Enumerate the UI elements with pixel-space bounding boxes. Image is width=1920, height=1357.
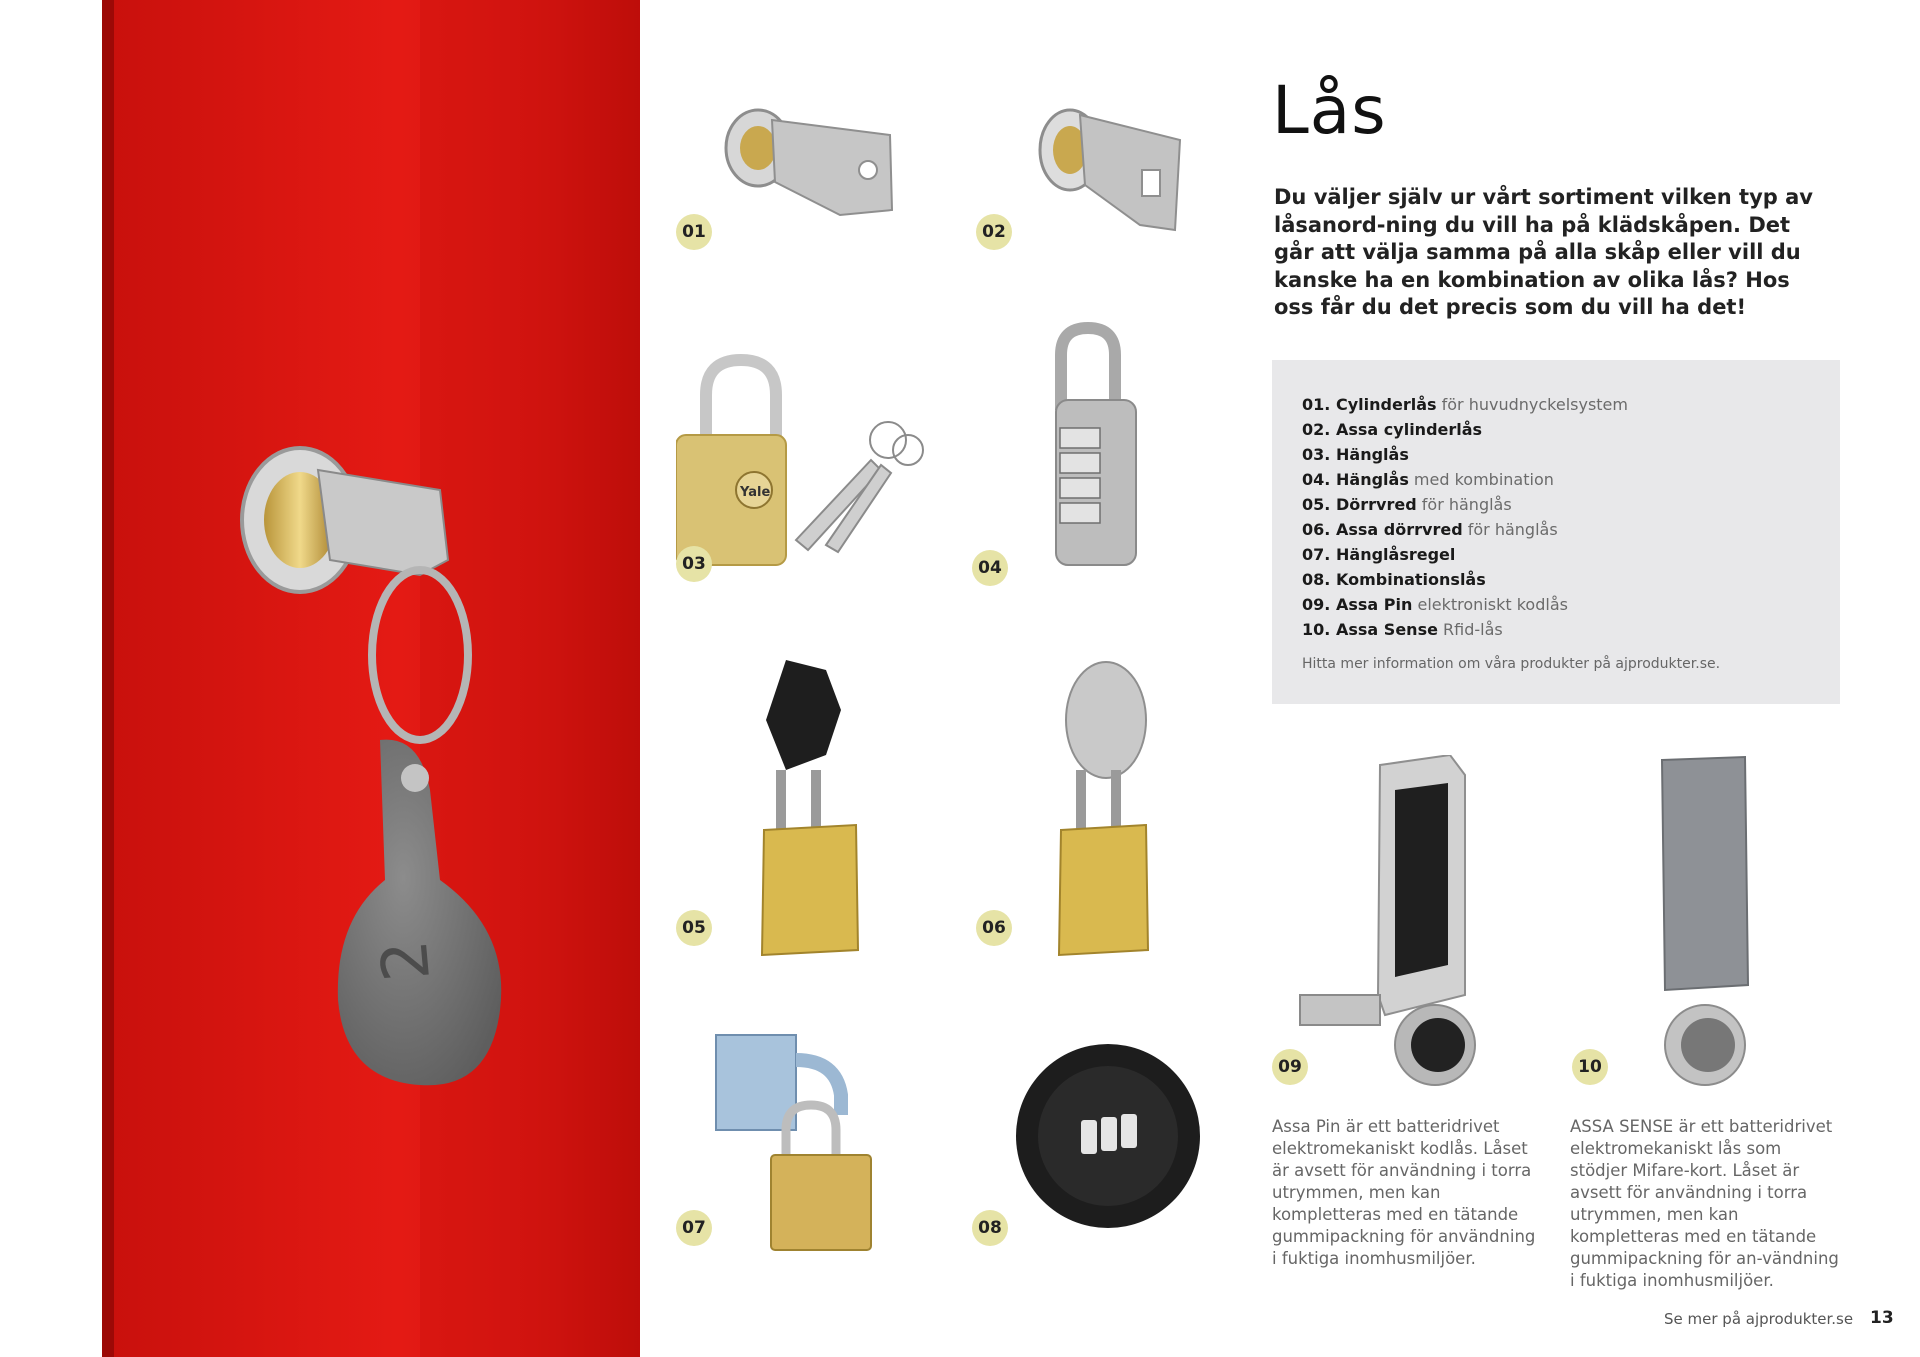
page-number: 13 [1870,1308,1894,1328]
door-handle-padlock-image [676,660,916,960]
product-list [1302,392,1628,642]
more-info-text: Hitta mer information om våra produkter på ajprodukter.se. [1302,656,1721,672]
intro-paragraph: Du väljer själv ur vårt sortiment vilken typ av låsanord-ning du vill ha på klädskåpen. Det går att välja samma på alla skåp eller vill du kanske ha en kombination av olika lås? Hos oss får du det precis som du vill ha det! [1274,185,1813,319]
list-item: 05. Dörrvred för hänglås [1302,495,1512,514]
combination-padlock-image [976,320,1196,590]
page-title: Lås [1272,72,1387,149]
product-list-box [1272,360,1840,704]
svg-text:Yale: Yale [740,485,771,500]
combination-lock-dial-image [976,1030,1216,1260]
footer-link[interactable]: Se mer på ajprodukter.se [1664,1310,1854,1328]
assa-door-handle-padlock-image [976,660,1216,960]
product-06 [976,660,1216,960]
badge-03: 03 [676,546,712,582]
badge-10: 10 [1572,1049,1608,1085]
hero-photo [0,0,640,1357]
badge-04: 04 [972,550,1008,586]
locker-key-photo [0,0,640,1357]
product-01 [680,90,920,260]
product-03 [676,340,956,580]
assa-cylinder-lock-image [980,90,1220,260]
badge-06: 06 [976,910,1012,946]
list-item: 07. Hänglåsregel [1302,545,1456,564]
product-09 [1270,755,1510,1095]
assa-sense-lock-image [1570,755,1810,1095]
cylinder-lock-image [680,90,920,260]
list-item: 08. Kombinationslås [1302,570,1486,589]
product-07 [676,1020,936,1260]
svg-text:2: 2 [367,937,446,985]
list-item: 01. Cylinderlås för huvudnyckelsystem [1302,395,1628,414]
list-item: 06. Assa dörrvred för hänglås [1302,520,1558,539]
badge-09: 09 [1272,1049,1308,1085]
description-10: ASSA SENSE är ett batteridrivet elektromekaniskt lås som stödjer Mifare-kort. Låset är avsett för användning i torra utrymmen, men kan kompletteras med en tätande gummipackning för an-vändning i fuktiga inomhusmiljöer. [1570,1117,1839,1290]
badge-05: 05 [676,910,712,946]
list-item: 10. Assa Sense Rfid-lås [1302,620,1503,639]
product-10 [1570,755,1810,1095]
description-09: Assa Pin är ett batteridrivet elektromekaniskt kodlås. Låset är avsett för användning i torra utrymmen, men kan kompletteras med en tätande gummipackning för användning i fuktiga inomhusmiljöer. [1272,1117,1536,1268]
assa-pin-lock-image [1270,755,1510,1095]
badge-01: 01 [676,214,712,250]
product-04 [976,320,1196,590]
list-item: 09. Assa Pin elektroniskt kodlås [1302,595,1568,614]
badge-02: 02 [976,214,1012,250]
badge-07: 07 [676,1210,712,1246]
badge-08: 08 [972,1210,1008,1246]
product-05 [676,660,916,960]
list-item: 04. Hänglås med kombination [1302,470,1554,489]
product-08 [976,1030,1216,1260]
product-02 [980,90,1220,260]
padlock-yale-image [676,340,956,580]
hasp-padlock-image [676,1020,936,1260]
list-item: 03. Hänglås [1302,445,1409,464]
list-item: 02. Assa cylinderlås [1302,420,1483,439]
